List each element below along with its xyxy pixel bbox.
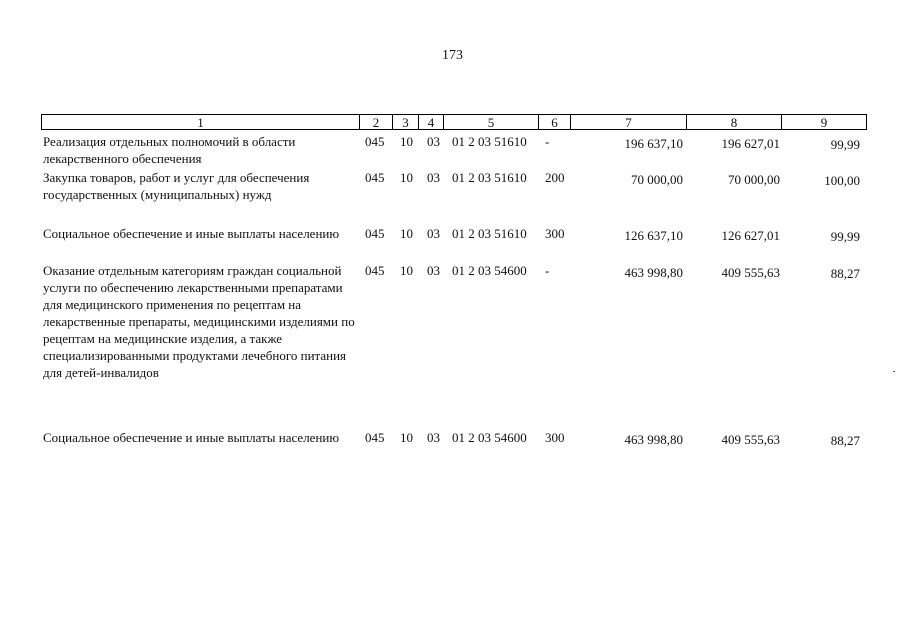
- row-code: 045: [365, 430, 385, 445]
- page-number: 173: [442, 48, 463, 63]
- row-article: 01 2 03 54600: [452, 430, 527, 445]
- header-col-3: 3: [393, 115, 419, 129]
- table-header: [41, 114, 867, 130]
- row-article: 01 2 03 51610: [452, 134, 527, 149]
- row-value-7: 196 637,10: [624, 136, 683, 151]
- row-value-7: 463 998,80: [624, 432, 683, 447]
- row-type: 200: [545, 170, 565, 185]
- row-value-7: 126 637,10: [624, 228, 683, 243]
- header-col-6: 6: [539, 115, 571, 129]
- row-code: 045: [365, 226, 385, 241]
- row-article: 01 2 03 51610: [452, 226, 527, 241]
- row-value-7: 463 998,80: [624, 265, 683, 280]
- row-subsection: 03: [427, 134, 440, 149]
- row-type: -: [545, 134, 550, 149]
- row-code: 045: [365, 170, 385, 185]
- header-col-4: 4: [419, 115, 444, 129]
- header-col-2: 2: [360, 115, 393, 129]
- row-value-8: 196 627,01: [721, 136, 780, 151]
- header-col-8: 8: [687, 115, 782, 129]
- row-code: 045: [365, 134, 385, 149]
- header-col-1: 1: [42, 115, 360, 129]
- row-type: -: [545, 263, 550, 278]
- row-section: 10: [400, 170, 413, 185]
- row-name: Социальное обеспечение и иные выплаты населению: [43, 226, 340, 241]
- header-col-9: 9: [820, 115, 828, 130]
- row-name: Социальное обеспечение и иные выплаты населению: [43, 430, 340, 445]
- row-value-9: 100,00: [824, 173, 860, 188]
- row-section: 10: [400, 430, 413, 445]
- row-value-9: 99,99: [830, 229, 860, 244]
- row-subsection: 03: [427, 226, 440, 241]
- row-value-8: 126 627,01: [721, 228, 780, 243]
- row-subsection: 03: [427, 170, 440, 185]
- row-section: 10: [400, 226, 413, 241]
- row-value-8: 70 000,00: [728, 172, 780, 187]
- row-article: 01 2 03 54600: [452, 263, 527, 278]
- row-type: 300: [545, 226, 565, 241]
- scan-mark: [893, 371, 895, 372]
- row-section: 10: [400, 134, 413, 149]
- row-value-8: 409 555,63: [721, 432, 780, 447]
- row-subsection: 03: [427, 430, 440, 445]
- row-subsection: 03: [427, 263, 440, 278]
- row-code: 045: [365, 263, 385, 278]
- header-col-5: 5: [444, 115, 539, 129]
- row-section: 10: [400, 263, 413, 278]
- row-value-8: 409 555,63: [721, 265, 780, 280]
- row-type: 300: [545, 430, 565, 445]
- row-value-7: 70 000,00: [631, 172, 683, 187]
- row-article: 01 2 03 51610: [452, 170, 527, 185]
- row-name: Закупка товаров, работ и услуг для обеспечения государственных (муниципальных) нужд: [43, 170, 310, 202]
- row-value-9: 88,27: [830, 266, 860, 281]
- row-value-9: 88,27: [830, 433, 860, 448]
- row-name: Оказание отдельным категориям граждан социальной услуги по обеспечению лекарственными препаратами для медицинского применения по рецептам на лекарственные препараты, медицинскими изделиями по рецептам на медицинские изделия, а также специализированными продуктами лечебного питания для детей-инвалидов: [43, 263, 355, 380]
- row-name: Реализация отдельных полномочий в области лекарственного обеспечения: [43, 134, 296, 166]
- header-col-7: 7: [571, 115, 687, 129]
- row-value-9: 99,99: [830, 137, 860, 152]
